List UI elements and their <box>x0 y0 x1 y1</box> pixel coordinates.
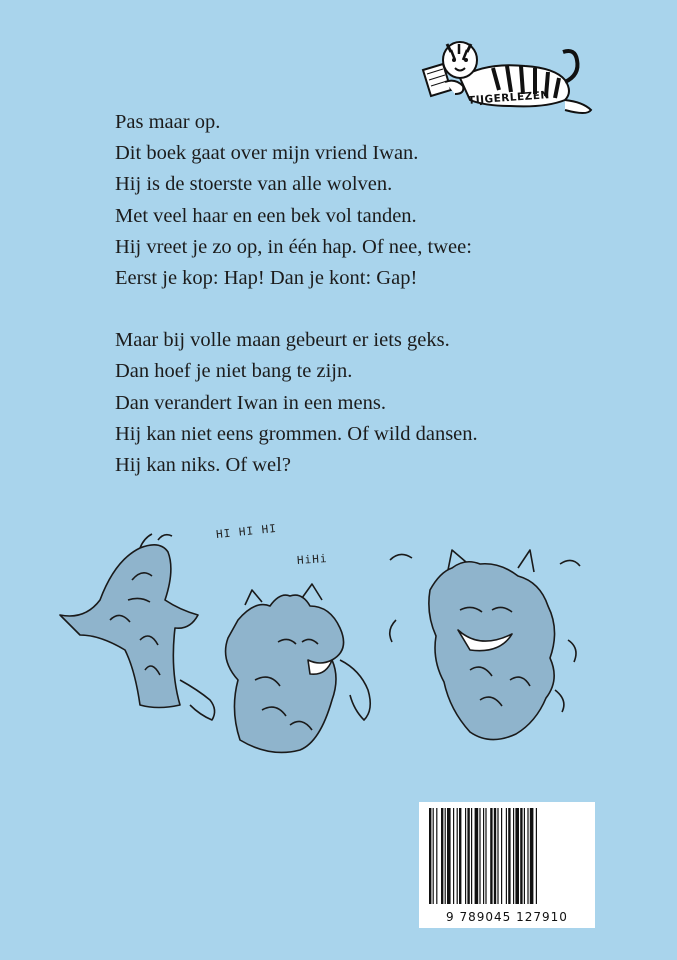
barcode-bar <box>536 808 537 904</box>
barcode-bar <box>515 808 519 904</box>
barcode-bar <box>513 808 514 904</box>
barcode-bar <box>453 808 454 904</box>
barcode-bar <box>506 808 507 904</box>
blurb-line: Met veel haar en een bek vol tanden. <box>115 204 417 227</box>
barcode-bar <box>465 808 466 904</box>
barcode-bar <box>508 808 510 904</box>
barcode-bar <box>459 808 461 904</box>
barcode-bar <box>433 808 434 904</box>
barcode <box>419 802 595 928</box>
barcode-bar <box>429 808 431 904</box>
barcode-bar <box>485 808 486 904</box>
barcode-bar <box>479 808 480 904</box>
barcode-bar <box>501 808 502 904</box>
barcode-bar <box>497 808 498 904</box>
blurb-line: Hij is de stoerste van alle wolven. <box>115 173 393 196</box>
barcode-bar <box>436 808 437 904</box>
blurb-line: Hij kan niet eens grommen. Of wild dansen. <box>115 422 478 445</box>
barcode-bar <box>494 808 496 904</box>
blurb-text <box>115 107 585 481</box>
stanza-gap <box>115 294 585 325</box>
barcode-bar <box>445 808 446 904</box>
blurb-line: Eerst je kop: Hap! Dan je kont: Gap! <box>115 267 418 290</box>
barcode-bar <box>490 808 492 904</box>
barcode-bar <box>471 808 472 904</box>
blurb-line: Maar bij volle maan gebeurt er iets geks. <box>115 329 450 352</box>
barcode-bar <box>441 808 443 904</box>
barcode-bar <box>530 808 534 904</box>
barcode-bar <box>447 808 451 904</box>
barcode-bar <box>520 808 522 904</box>
isbn-number: 9 789045 127910 <box>446 910 568 924</box>
barcode-bar <box>475 808 479 904</box>
laughing-wolves-drawing <box>40 510 620 770</box>
blurb-line: Pas maar op. <box>115 111 221 133</box>
barcode-bar <box>467 808 469 904</box>
blurb-line: Dit boek gaat over mijn vriend Iwan. <box>115 142 419 165</box>
laugh-text-1: HI HI HI <box>215 521 278 542</box>
barcode-bar <box>524 808 525 904</box>
barcode-bar <box>483 808 484 904</box>
barcode-bar <box>457 808 458 904</box>
blurb-line: Hij kan niks. Of wel? <box>115 454 291 477</box>
tiger-reading-icon <box>415 30 605 120</box>
blurb-line: Dan hoef je niet bang te zijn. <box>115 360 353 383</box>
barcode-bars <box>427 808 587 904</box>
laugh-text-2: HiHi <box>296 551 328 568</box>
publisher-logo-text: TIJGERLEZEN <box>467 89 551 107</box>
blurb-line: Dan verandert Iwan in een mens. <box>115 391 386 414</box>
blurb-line: Hij vreet je zo op, in één hap. Of nee, twee: <box>115 235 472 258</box>
barcode-bar <box>527 808 528 904</box>
